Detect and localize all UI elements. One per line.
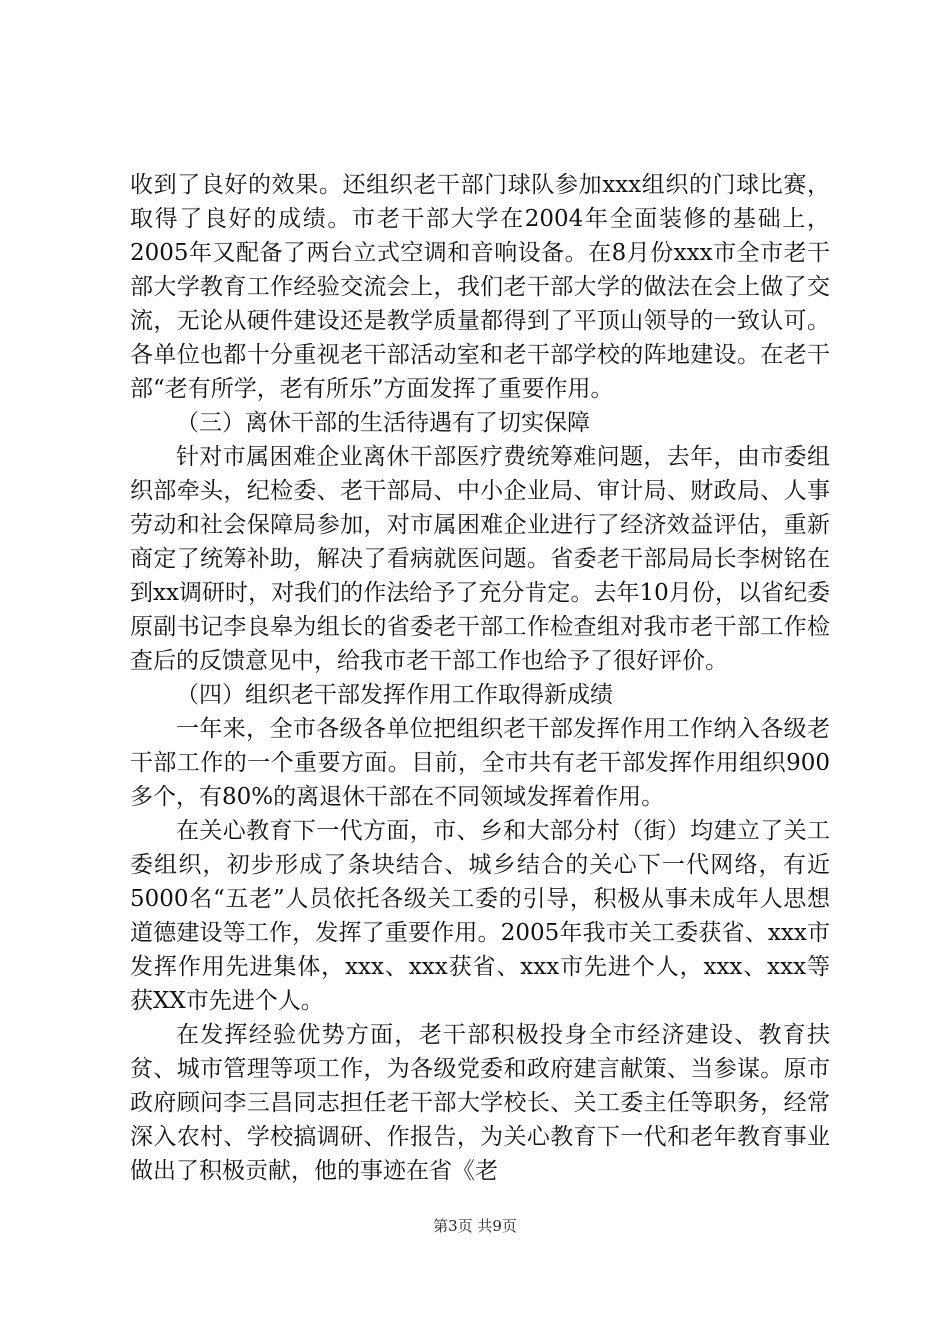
- paragraph-3: 一年来，全市各级各单位把组织老干部发挥作用工作纳入各级老干部工作的一个重要方面。目前，全市共有老干部发挥作用组织900多个，有80%的离退休干部在不同领域发挥着作用。: [130, 716, 830, 810]
- paragraph-2: 针对市属困难企业离休干部医疗费统筹难问题，去年，由市委组织部牵头，纪检委、老干部局、中小企业局、审计局、财政局、人事劳动和社会保障局参加，对市属困难企业进行了经济效益评估，重新商定了统筹补助，解决了看病就医问题。省委老干部局局长李树铭在到xx调研时，对我们的作法给予了充分肯定。去年10月份，以省纪委原副书记李良皋为组长的省委老干部工作检查组对我市老干部工作检查后的反馈意见中，给我市老干部工作也给予了很好评价。: [130, 444, 830, 674]
- section-heading-4: （四）组织老干部发挥作用工作取得新成绩: [176, 682, 613, 708]
- body-text: [130, 168, 830, 1188]
- paragraph-4: 在关心教育下一代方面，市、乡和大部分村（街）均建立了关工委组织，初步形成了条块结合、城乡结合的关心下一代网络，有近5000名“五老”人员依托各级关工委的引导，积极从事未成年人思想道德建设等工作，发挥了重要作用。2005年我市关工委获省、xxx市发挥作用先进集体，xxx、xxx获省、xxx市先进个人，xxx、xxx等获XX市先进个人。: [130, 818, 830, 1014]
- page-footer: 第3页 共9页: [433, 1217, 517, 1235]
- paragraph-5: 在发挥经验优势方面，老干部积极投身全市经济建设、教育扶贫、城市管理等项工作，为各级党委和政府建言献策、当参谋。原市政府顾问李三昌同志担任老干部大学校长、关工委主任等职务，经常深入农村、学校搞调研、作报告，为关心教育下一代和老年教育事业做出了积极贡献，他的事迹在省《老: [130, 1022, 830, 1184]
- section-heading-3: （三）离休干部的生活待遇有了切实保障: [176, 410, 590, 436]
- paragraph-1: 收到了良好的效果。还组织老干部门球队参加xxx组织的门球比赛，取得了良好的成绩。市老干部大学在2004年全面装修的基础上，2005年又配备了两台立式空调和音响设备。在8月份xxx市全市老干部大学教育工作经验交流会上，我们老干部大学的做法在会上做了交流，无论从硬件建设还是教学质量都得到了平顶山领导的一致认可。各单位也都十分重视老干部活动室和老干部学校的阵地建设。在老干部“老有所学，老有所乐”方面发挥了重要作用。: [130, 172, 830, 402]
